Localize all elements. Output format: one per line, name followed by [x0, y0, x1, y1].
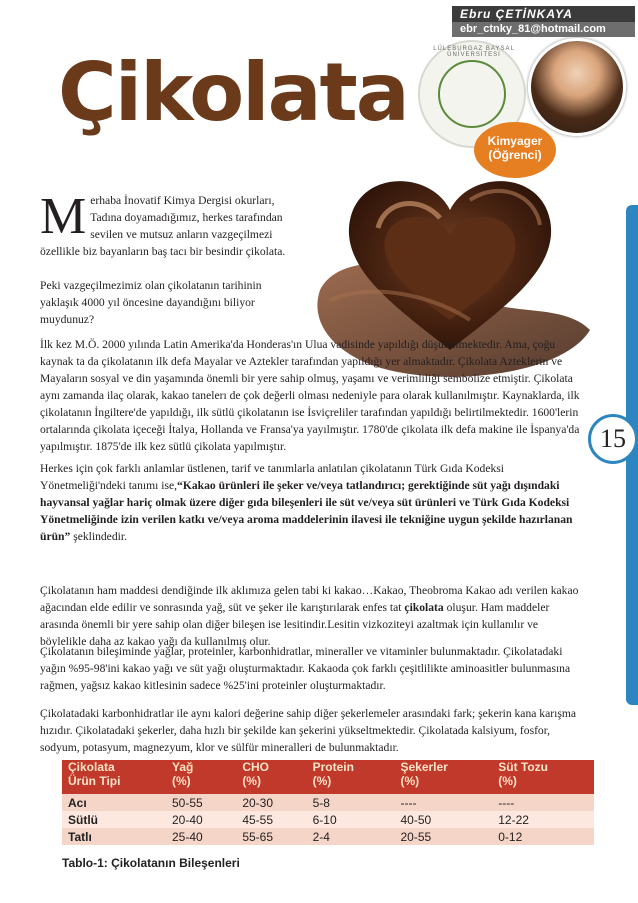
table-cell: 20-55 — [394, 828, 492, 845]
table-cell: 40-50 — [394, 811, 492, 828]
table-cell: 6-10 — [307, 811, 395, 828]
composition-paragraph: Çikolatanın bileşiminde yağlar, proteinler, karbonhidratlar, mineraller ve vitaminler bulunmaktadır. Çikolatadaki yağın %95-98'ini kakao yağı ve süt yağı oluşturmaktadır. Kakaoda çok farklı çeşitlilikte aminoasitler bulunmasına rağmen, yağsız kakao kitlesinin sadece %25'ini proteinler oluşturmaktadır. — [40, 645, 571, 692]
table-cell: 5-8 — [307, 794, 395, 811]
dropcap-letter: M — [40, 188, 87, 245]
table-cell: 20-40 — [166, 811, 236, 828]
table-header-cell: Protein (%) — [307, 760, 395, 794]
page-title: Çikolata — [58, 46, 408, 139]
table-cell: Tatlı — [62, 828, 166, 845]
composition-table-grid — [62, 760, 594, 845]
role-line-2: (Öğrenci) — [488, 148, 542, 162]
table-caption: Tablo-1: Çikolatanın Bileşenleri — [62, 856, 240, 870]
table-cell: ---- — [394, 794, 492, 811]
table-header-cell: Süt Tozu (%) — [492, 760, 594, 794]
history-paragraph: İlk kez M.Ö. 2000 yılında Latin Amerika'da Honderas'ın Ulua vadisinde yapıldığı düşünülmektedir. Ama, çoğu kaynak ta da çikolatanın ilk defa Mayalar ve Aztekler tarafından yapıldığı yer almaktadır. Çikolata Azteklerin ve Mayaların sosyal ve din yaşamında önemli bir yere sahip olmuş, yaşamı ve verimliliği sembolize etmiştir. Çikolata aynı zamanda ilaç olarak, kakao tanelerı de çok değerli olması nedeniyle para olarak kullanılmıştır. Kaynaklarda, ilk çikolatanın İngiltere'de yapıldığı, ilk sütlü çikolatanın ise İsviçreliler tarafından yapıldığı belirtilmektedir. 1600'lerin ortalarında çikolata içeceği İtalya, Hollanda ve Fransa'ya yayılmıştır. 1780'de çikolata ilk defa makine ile İspanya'da yapılmıştır. 1875'de ilk kez sütlü çikolata yapılmıştır. — [40, 338, 580, 453]
raw-material-bold: çikolata — [404, 601, 444, 614]
table-cell: Acı — [62, 794, 166, 811]
table-cell: 50-55 — [166, 794, 236, 811]
raw-material-text-b: oluşur. Ham maddeler arasında önemli bir yere sahip olan diğer bileşen ise lesitindir.Lesitin vizkoziteyi azaltmak için kullanılır ve böylelikle daha az kakao yağı da kullanılmış olur. — [40, 601, 550, 648]
table-header-cell: CHO (%) — [236, 760, 306, 794]
table-cell: 20-30 — [236, 794, 306, 811]
table-header-row — [62, 760, 594, 794]
table-cell: 55-65 — [236, 828, 306, 845]
table-cell: 2-4 — [307, 828, 395, 845]
page-number: 15 — [588, 414, 638, 464]
table-row — [62, 794, 594, 811]
table-cell: 25-40 — [166, 828, 236, 845]
table-cell: 0-12 — [492, 828, 594, 845]
table-row — [62, 828, 594, 845]
author-photo — [528, 38, 626, 136]
table-cell: 12-22 — [492, 811, 594, 828]
table-header-cell: Yağ (%) — [166, 760, 236, 794]
composition-table — [62, 760, 594, 845]
definition-end: şeklindedir. — [70, 530, 127, 543]
table-cell: 45-55 — [236, 811, 306, 828]
definition-intro: Herkes için çok farklı anlamlar üstlenen, tarif ve tanımlarla anlatılan çikolatanın Türk Gıda Kodeksi Yönetmeliği'ndeki tanımı ise, — [40, 462, 505, 492]
seal-emblem-icon — [438, 60, 506, 128]
table-header-cell: Çikolata Ürün Tipi — [62, 760, 166, 794]
role-line-1: Kimyager — [487, 134, 543, 148]
carbohydrate-paragraph: Çikolatadaki karbonhidratlar ile aynı kalori değerine sahip diğer şekerlemeler arasındaki fark; şekerin kana karışma hızıdır. Çikolatadaki şekerler, daha hızlı bir şekilde kan şekerini yükseltmektedir. Çikolatada kalsiyum, fosfor, sodyum, potasyum, magnezyum, klor ve sülfür mineralleri de bulunmaktadır. — [40, 707, 576, 754]
table-cell: Sütlü — [62, 811, 166, 828]
author-name: Ebru ÇETİNKAYA — [452, 6, 635, 22]
intro-paragraph — [40, 188, 288, 260]
definition-paragraph — [40, 460, 582, 545]
table-cell: ---- — [492, 794, 594, 811]
table-row — [62, 811, 594, 828]
history-question: Peki vazgeçilmezimiz olan çikolatanın tarihinin yaklaşık 4000 yıl öncesine dayandığını biliyor muydunuz? — [40, 279, 262, 326]
raw-material-text-a: Çikolatanın ham maddesi dendiğinde ilk aklımıza gelen tabi ki kakao…Kakao, Theobroma Kakao adı verilen kakao ağacından elde edilir ve sonrasında yağ, süt ve şeker ile karıştırılarak enfes tat — [40, 584, 579, 614]
intro-text: erhaba İnovatif Kimya Dergisi okurları, Tadına doyamadığımız, herkes tarafından sevilen ve mutsuz anların vazgeçilmezi özellikle biz bayanların baş tacı bir besindir çikolata. — [40, 194, 286, 258]
seal-text: LÜLEBURGAZ BAYSAL ÜNİVERSİTESİ — [433, 46, 515, 58]
definition-quote: “Kakao ürünleri ile şeker ve/veya tatlandırıcı; gerektiğinde süt yağı dışındaki hayvansal yağlar hariç olmak üzere diğer gıda bileşenleri ile süt ve/veya süt ürünleri ve Türk Gıda Kodeksi Yönetmeliğinde izin verilen katkı ve/veya aroma maddelerinin ilavesi ile tekniğine uygun şekilde hazırlanan ürün” — [40, 479, 573, 543]
raw-material-paragraph — [40, 582, 582, 650]
table-header-cell: Şekerler (%) — [394, 760, 492, 794]
author-email: ebr_ctnky_81@hotmail.com — [452, 22, 635, 37]
